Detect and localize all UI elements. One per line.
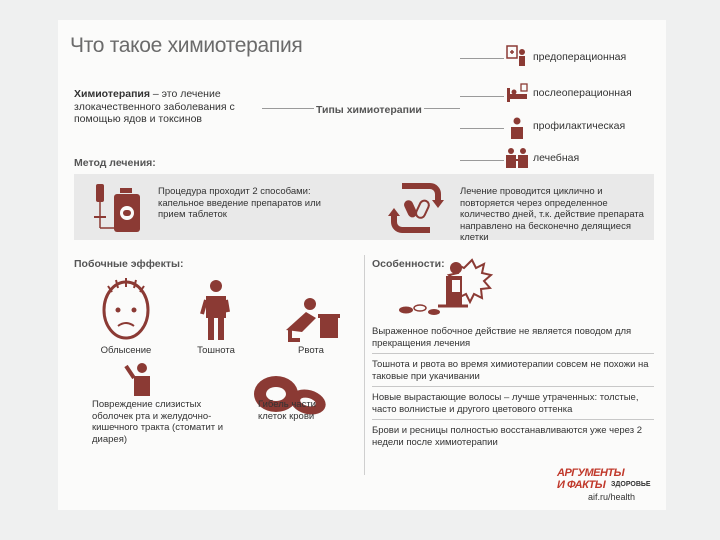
mucosa-damage-icon [122, 362, 158, 396]
logo-line2: И ФАКТЫ [557, 479, 606, 491]
feature-separator [372, 386, 654, 387]
definition-text [74, 88, 264, 126]
connector-line [424, 108, 460, 109]
logo-sub: ЗДОРОВЬЕ [611, 481, 651, 488]
preoperative-icon [505, 44, 529, 68]
side-effect-caption: Облысение [100, 345, 152, 356]
feature-item: Брови и ресницы полностью восстанавливаются уже через 2 недели после химиотерапии [372, 425, 643, 448]
connector-line [262, 108, 314, 109]
treatment-doctor-icon [504, 146, 530, 170]
postoperative-bed-icon [505, 82, 529, 106]
logo-url[interactable]: aif.ru/health [588, 492, 636, 502]
method-heading: Метод лечения: [74, 157, 156, 169]
dropper-pills-icon [90, 180, 146, 236]
type-connector [460, 160, 504, 161]
nausea-person-icon [198, 278, 234, 342]
page-title: Что такое химиотерапия [70, 34, 303, 57]
type-connector [460, 96, 504, 97]
type-connector [460, 128, 504, 129]
feature-item: Выраженное побочное действие не является поводом для прекращения лечения [372, 326, 632, 349]
feature-item: Тошнота и рвота во время химиотерапии совсем не похожи на таковые при укачивании [372, 359, 649, 382]
column-divider [364, 255, 365, 475]
side-effect-caption: Гибель части клеток крови [258, 399, 316, 422]
vomiting-person-icon [282, 294, 340, 342]
bald-head-icon [98, 276, 154, 342]
type-label: лечебная [533, 152, 580, 164]
method-left-text: Процедура проходит 2 способами: капельное введение препаратов или прием таблеток [158, 186, 321, 220]
type-label: послеоперационная [533, 87, 632, 99]
types-heading: Типы химиотерапии [316, 104, 422, 116]
feature-separator [372, 353, 654, 354]
type-label: предоперационная [533, 51, 627, 63]
definition-term: Химиотерапия [74, 88, 150, 100]
cycle-pills-icon [388, 180, 444, 236]
type-label: профилактическая [533, 120, 626, 132]
feature-item: Новые вырастающие волосы – лучше утраченных: толстые, часто волнистые и другого цветового оттенка [372, 392, 639, 415]
side-effects-heading: Побочные эффекты: [74, 258, 184, 270]
side-effect-caption: Рвота [298, 345, 324, 356]
side-effect-caption: Тошнота [197, 345, 235, 356]
prophylactic-person-icon [507, 116, 527, 140]
features-heading: Особенности: [372, 258, 445, 270]
definition-rest: – это лечение злокачественного заболевания с помощью ядов и токсинов [74, 88, 235, 125]
method-right-text: Лечение проводится циклично и повторяется через определенное количество дней, т.к. действие препарата направлено на бесконечно делящиеся клетки [460, 186, 644, 243]
patient-pain-icon [398, 254, 498, 320]
logo-line1: АРГУМЕНТЫ [557, 467, 625, 479]
type-connector [460, 58, 504, 59]
side-effect-caption: Повреждение слизистых оболочек рта и желудочно-кишечного тракта (стоматит и диарея) [92, 399, 224, 445]
feature-separator [372, 419, 654, 420]
